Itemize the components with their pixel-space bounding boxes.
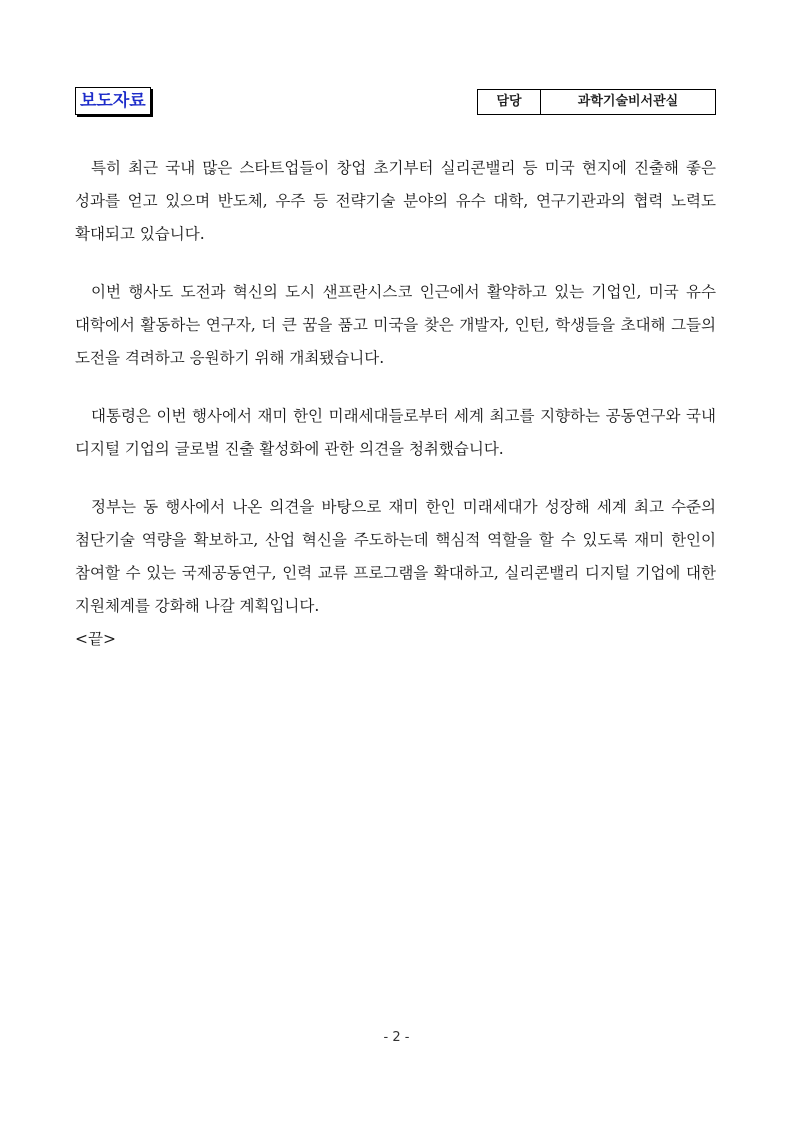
page-number: - 2 - xyxy=(383,1030,410,1045)
document-header xyxy=(75,87,716,115)
press-release-badge: 보도자료 xyxy=(75,87,151,115)
paragraph-1: 특히 최근 국내 많은 스타트업들이 창업 초기부터 실리콘밸리 등 미국 현지에 진출해 좋은 성과를 얻고 있으며 반도체, 우주 등 전략기술 분야의 유수 대학, 연구기관과의 협력 노력도 확대되고 있습니다. xyxy=(75,159,716,243)
contact-label: 담당 xyxy=(478,90,541,114)
document-body xyxy=(75,152,716,681)
contact-table xyxy=(477,89,716,115)
paragraph-2: 이번 행사도 도전과 혁신의 도시 샌프란시스코 인근에서 활약하고 있는 기업인, 미국 유수 대학에서 활동하는 연구자, 더 큰 꿈을 품고 미국을 찾은 개발자, 인턴, 학생들을 초대해 그들의 도전을 격려하고 응원하기 위해 개최됐습니다. xyxy=(75,283,716,367)
contact-department: 과학기술비서관실 xyxy=(577,94,679,109)
end-mark: <끝> xyxy=(75,630,116,648)
paragraph-4: 정부는 동 행사에서 나온 의견을 바탕으로 재미 한인 미래세대가 성장해 세계 최고 수준의 첨단기술 역량을 확보하고, 산업 혁신을 주도하는데 핵심적 역할을 할 수 있도록 재미 한인이 참여할 수 있는 국제공동연구, 인력 교류 프로그램을 확대하고, 실리콘밸리 디지털 기업에 대한 지원체계를 강화해 나갈 계획입니다. xyxy=(75,498,716,615)
paragraph-3: 대통령은 이번 행사에서 재미 한인 미래세대들로부터 세계 최고를 지향하는 공동연구와 국내 디지털 기업의 글로벌 진출 활성화에 관한 의견을 청취했습니다. xyxy=(75,407,716,458)
paragraph-4-block xyxy=(75,491,716,656)
